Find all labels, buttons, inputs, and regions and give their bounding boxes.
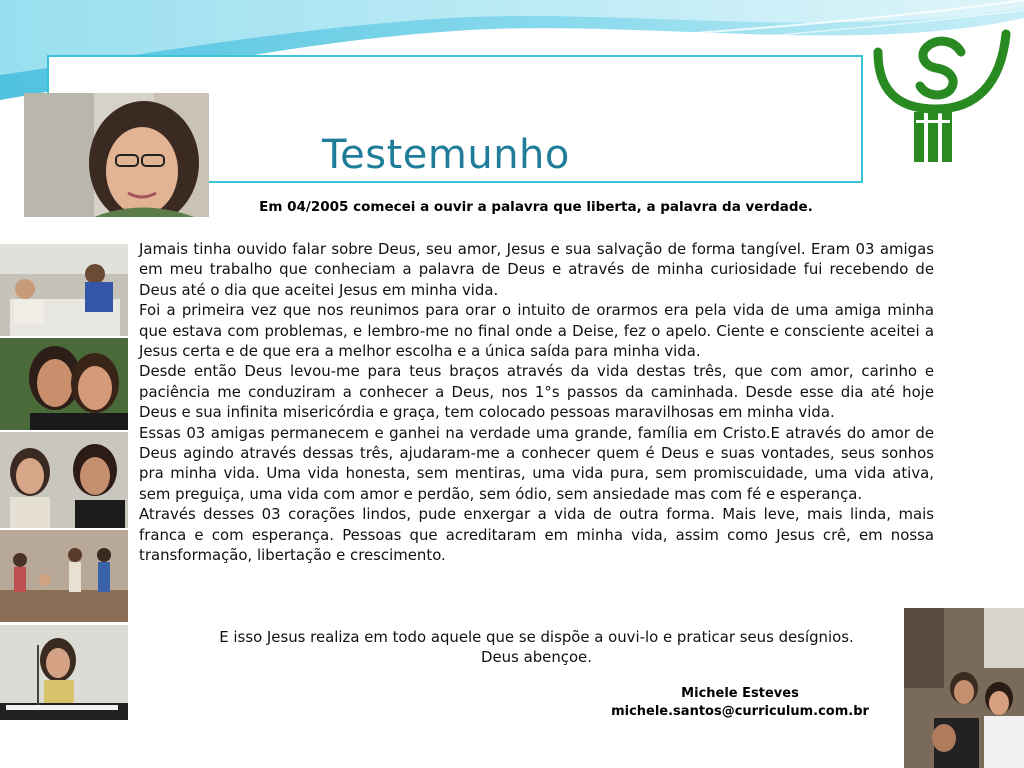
paragraph: Através desses 03 corações lindos, pude enxergar a vida de outra forma. Mais leve, mais linda, mais franca e com esperança. Pessoas que acreditaram em minha vida, assim como Jesus crê, em nossa transformação, libertação e crescimento. (139, 505, 934, 565)
subtitle: Em 04/2005 comecei a ouvir a palavra que liberta, a palavra da verdade. (259, 199, 813, 215)
closing-text (139, 627, 934, 668)
group-photo-2 (0, 338, 128, 430)
group-photo-3 (0, 432, 128, 528)
group-photo-4 (0, 530, 128, 622)
signature-email: michele.santos@curriculum.com.br (611, 704, 869, 719)
paragraph: Essas 03 amigas permanecem e ganhei na verdade uma grande, família em Cristo.E através do amor de Deus agindo através dessas três, ajudaram-me a conhecer quem é Deus e suas vontades, seus sonhos pra minha vida. Uma vida honesta, sem mentiras, uma vida pura, sem promiscuidade, uma vida ativa, sem preguiça, uma vida com amor e perdão, sem ódio, sem ansiedade mas com fé e esperança. (139, 423, 934, 503)
paragraph: Jamais tinha ouvido falar sobre Deus, seu amor, Jesus e sua salvação de forma tangível. Eram 03 amigas em meu trabalho que conheciam a palavra de Deus e através de minha curiosidade fui recebendo de Deus até o dia que aceitei Jesus em minha vida. (139, 240, 934, 299)
paragraph: Foi a primeira vez que nos reunimos para orar o intuito de orarmos era pela vida de uma amiga minha que estava com problemas, e lembro-me no final onde a Deise, fez o apelo. Ciente e consciente aceitei a Jesus certa e de que era a melhor escolha e a única saída para minha vida. (139, 301, 934, 361)
paragraph: Desde então Deus levou-me para teus braços através da vida destas três, que com amor, carinho e paciência me conduziram a conhecer a Deus, nos 1°s passos da caminhada. Desde esse dia até hoje Deus e sua infinita misericórdia e graça, tem colocado pessoas maravilhosas em minha vida. (139, 362, 934, 422)
signature-name: Michele Esteves (681, 686, 799, 701)
closing-line: Deus abençoe. (481, 648, 592, 667)
testimony-body (139, 239, 934, 566)
signature (600, 685, 880, 721)
church-logo-icon (866, 14, 1016, 174)
music-photo (0, 625, 128, 720)
portrait-photo (24, 93, 209, 217)
group-photo-1 (0, 244, 128, 336)
closing-line: E isso Jesus realiza em todo aquele que se dispõe a ouvi-lo e praticar seus desígnios. (219, 628, 854, 646)
page-title: Testemunho (322, 132, 570, 178)
